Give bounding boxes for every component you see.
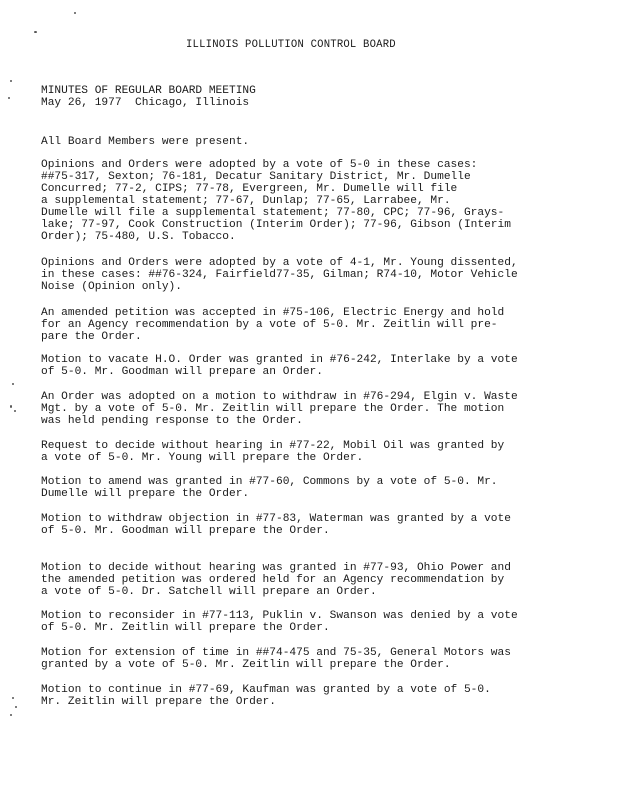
paragraph-line: Motion to reconsider in #77-113, Puklin v. Swanson was denied by a vote [41, 610, 518, 622]
paragraph-line: Order); 75-480, U.S. Tobacco. [41, 231, 236, 243]
scan-speck [14, 410, 16, 412]
paragraph-line: of 5-0. Mr. Goodman will prepare the Order. [41, 525, 330, 537]
paragraph [41, 136, 601, 148]
paragraph [41, 476, 601, 500]
paragraph-line: Motion to continue in #77-69, Kaufman was granted by a vote of 5-0. [41, 684, 491, 696]
scan-speck [10, 405, 12, 408]
page-title: ILLINOIS POLLUTION CONTROL BOARD [186, 39, 396, 51]
paragraph [41, 513, 601, 537]
paragraph [41, 391, 601, 427]
paragraph-line: Motion to withdraw objection in #77-83, Waterman was granted by a vote [41, 513, 511, 525]
paragraph-line: a vote of 5-0. Mr. Young will prepare the Order. [41, 452, 364, 464]
meeting-date: May 26, 1977 Chicago, Illinois [41, 97, 250, 109]
paragraph [41, 159, 601, 243]
scan-speck [15, 706, 17, 708]
paragraph-line: pare the Order. [41, 331, 142, 343]
paragraph-line: a vote of 5-0. Dr. Satchell will prepare an Order. [41, 586, 377, 598]
paragraph [41, 257, 601, 293]
paragraph-line: Concurred; 77-2, CIPS; 77-78, Evergreen, Mr. Dumelle will file [41, 183, 458, 195]
scan-speck [10, 80, 12, 82]
paragraph-line: Motion to amend was granted in #77-60, Commons by a vote of 5-0. Mr. [41, 476, 498, 488]
paragraph-line: a supplemental statement; 77-67, Dunlap; 77-65, Larrabee, Mr. [41, 195, 451, 207]
paragraph-line: Opinions and Orders were adopted by a vote of 5-0 in these cases: [41, 159, 478, 171]
paragraph [41, 562, 601, 598]
paragraph-line: An Order was adopted on a motion to withdraw in #76-294, Elgin v. Waste [41, 391, 518, 403]
scan-speck [12, 697, 14, 699]
scan-speck [74, 12, 76, 14]
paragraph-line: Dumelle will file a supplemental statement; 77-80, CPC; 77-96, Grays- [41, 207, 505, 219]
paragraph-line: of 5-0. Mr. Goodman will prepare an Order. [41, 366, 323, 378]
meeting-heading-block [41, 85, 601, 109]
paragraph-line: Motion to decide without hearing was granted in #77-93, Ohio Power and [41, 562, 511, 574]
paragraph-line: was held pending response to the Order. [41, 415, 303, 427]
paragraph [41, 610, 601, 634]
scan-speck [12, 383, 14, 385]
scan-speck [34, 31, 37, 33]
paragraph-line: Dumelle will prepare the Order. [41, 488, 250, 500]
paragraph-line: Motion for extension of time in ##74-475 and 75-35, General Motors was [41, 647, 511, 659]
paragraph-line: An amended petition was accepted in #75-106, Electric Energy and hold [41, 307, 505, 319]
paragraph-line: ##75-317, Sexton; 76-181, Decatur Sanitary District, Mr. Dumelle [41, 171, 471, 183]
scan-speck [10, 714, 12, 716]
paragraph [41, 307, 601, 343]
paragraph [41, 684, 601, 708]
meeting-heading: MINUTES OF REGULAR BOARD MEETING [41, 85, 256, 97]
paragraph-line: in these cases: ##76-324, Fairfield77-35, Gilman; R74-10, Motor Vehicle [41, 269, 518, 281]
paragraph-line: Motion to vacate H.O. Order was granted in #76-242, Interlake by a vote [41, 354, 518, 366]
paragraph [41, 647, 601, 671]
paragraph-line: for an Agency recommendation by a vote of 5-0. Mr. Zeitlin will pre- [41, 319, 498, 331]
paragraph-line: Noise (Opinion only). [41, 281, 182, 293]
paragraph-line: Mgt. by a vote of 5-0. Mr. Zeitlin will prepare the Order. The motion [41, 403, 505, 415]
paragraph-line: All Board Members were present. [41, 136, 250, 148]
paragraph-line: lake; 77-97, Cook Construction (Interim Order); 77-96, Gibson (Interim [41, 219, 511, 231]
paragraph [41, 440, 601, 464]
paragraph-line: granted by a vote of 5-0. Mr. Zeitlin will prepare the Order. [41, 659, 451, 671]
paragraph-line: Request to decide without hearing in #77-22, Mobil Oil was granted by [41, 440, 505, 452]
scan-speck [8, 97, 10, 99]
paragraph-line: the amended petition was ordered held for an Agency recommendation by [41, 574, 505, 586]
paragraph-line: Mr. Zeitlin will prepare the Order. [41, 696, 276, 708]
paragraph [41, 354, 601, 378]
paragraph-line: of 5-0. Mr. Zeitlin will prepare the Order. [41, 622, 330, 634]
paragraph-line: Opinions and Orders were adopted by a vote of 4-1, Mr. Young dissented, [41, 257, 518, 269]
